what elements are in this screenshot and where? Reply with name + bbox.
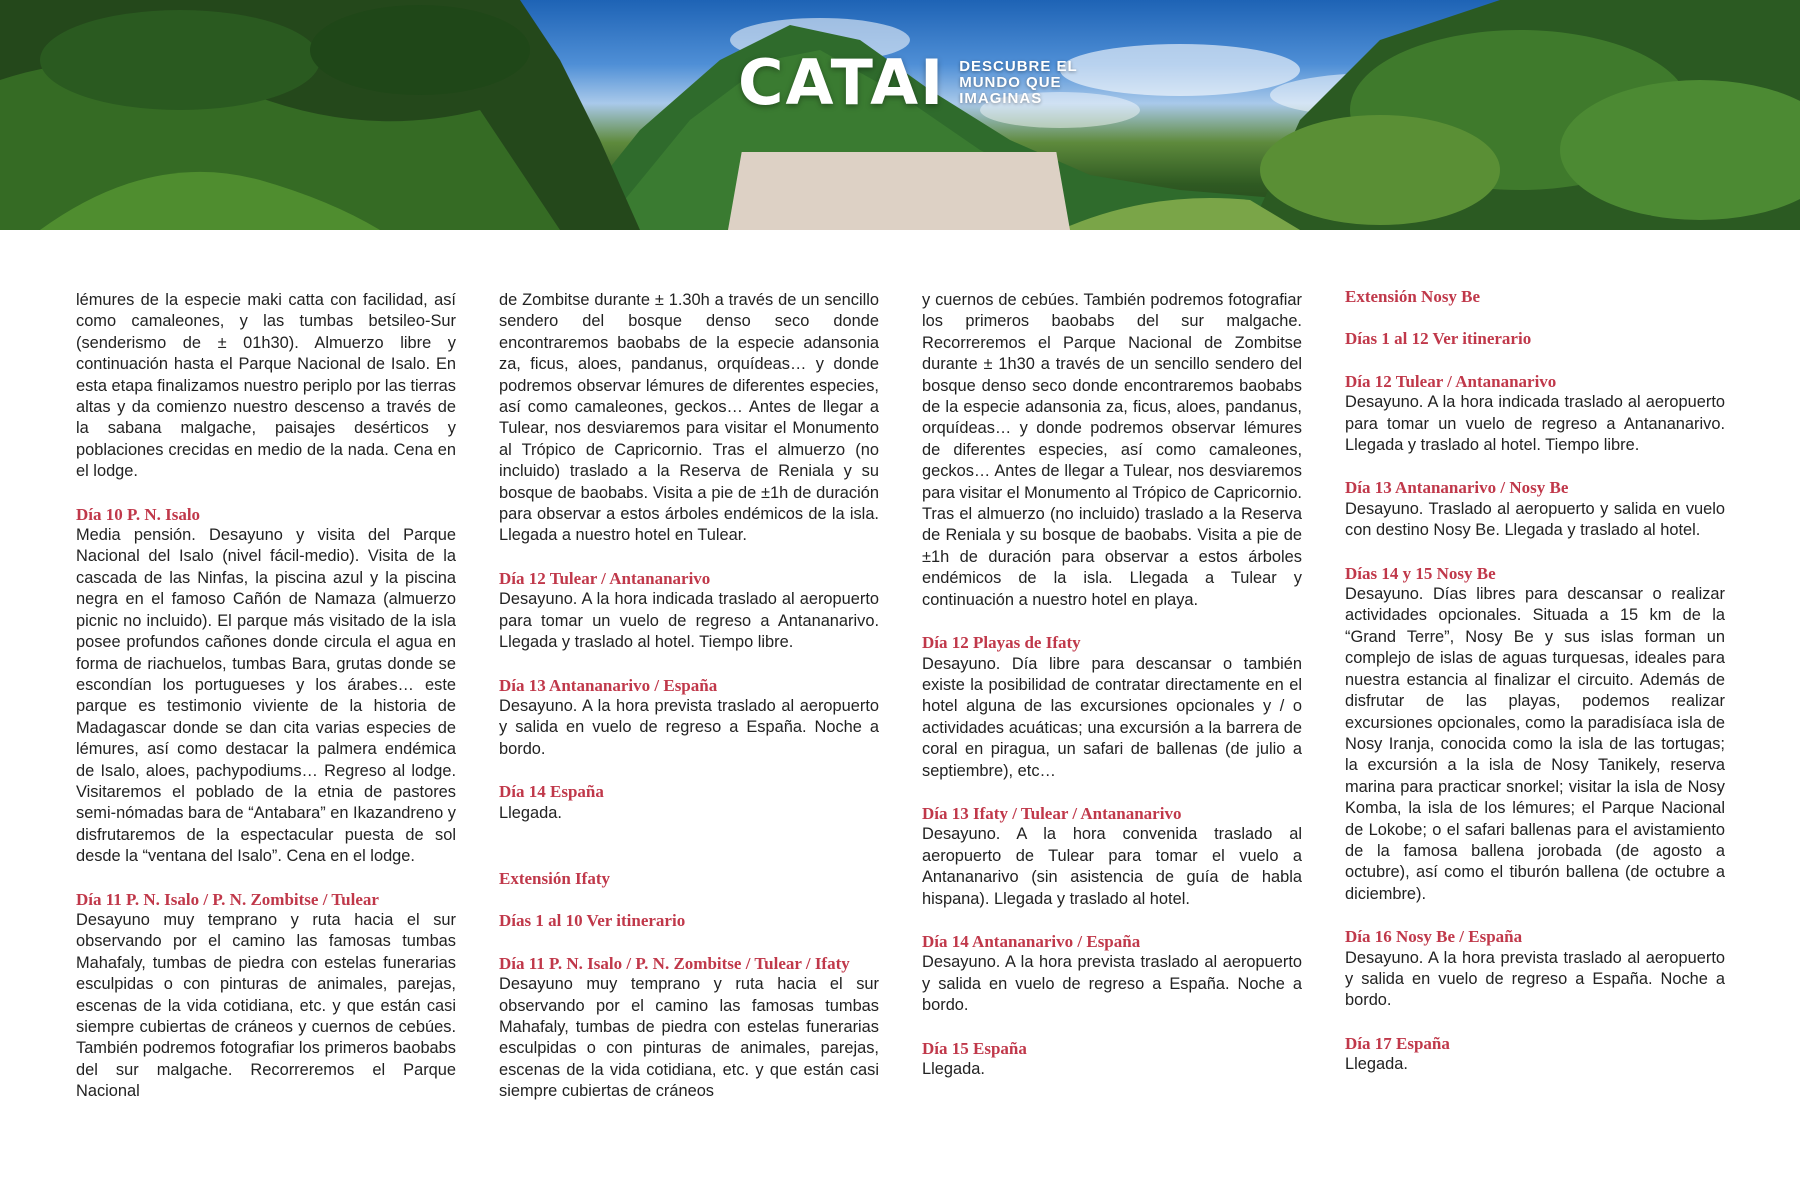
col2-intro-text: de Zombitse durante ± 1.30h a través de un sencillo sendero del bosque denso seco donde encontraremos baobabs de la especie adansonia za, ficus, aloes, pandanus, orquídeas… y donde podremos observar lémures de diferentes especies, así como camaleones, geckos… Antes de llegar a Tulear, nos desviaremos para visitar el Monumento al Trópico de Capricornio. Tras el almuerzo (no incluido) traslado a la Reserva de Reniala y su bosque de baobabs. Visita a pie de ±1h de duración para observar a estos árboles endémicos de la isla. Llegada a nuestro hotel en Tulear. [499,291,879,545]
col2-extension-days: Días 1 al 10 Ver itinerario [499,911,686,931]
col3-day-15-text: Llegada. [922,1060,985,1078]
col4-day-13-text: Desayuno. Traslado al aeropuerto y salida en vuelo con destino Nosy Be. Llegada y traslado al hotel. [1345,499,1725,540]
col2-day-13-title: Día 13 Antananarivo / España [499,675,718,695]
col4-day-14-15-text: Desayuno. Días libres para descansar o realizar actividades opcionales. Situada a 15 km de la “Grand Terre”, Nosy Be y sus islas forman un complejo de islas de aguas turquesas, ideales para nuestra estancia al finalizar el circuito. Además de disfrutar de las playas, podemos realizar excursiones opcionales, como la paradisíaca isla de Nosy Iranja, conocida como la isla de las tortugas; la excursión a la isla de Nosy Tanikely, reserva marina para practicar snorkel; visitar la isla de Nosy Komba, la isla de los lémures; el Parque Nacional de Lokobe; o el safari ballenas para el avistamiento de la famosa ballena jorobada (de agosto a octubre), así como el tiburón ballena (de octubre a diciembre). [1345,585,1725,903]
col4-day-12-text: Desayuno. A la hora indicada traslado al aeropuerto para tomar un vuelo de regreso a Antananarivo. Llegada y traslado al hotel. Tiempo libre. [1345,393,1725,455]
col3-day-13-title: Día 13 Ifaty / Tulear / Antananarivo [922,803,1182,823]
logo-wordmark: CATAI [738,46,946,119]
col2-day-14-text: Llegada. [499,803,562,822]
col4-day-16-title: Día 16 Nosy Be / España [1345,927,1523,947]
logo-tagline [959,59,1078,107]
col2-day-14-title: Día 14 España [499,782,604,802]
text-column-1 [76,290,456,1124]
text-column-4 [1345,286,1725,1097]
col4-day-17-text: Llegada. [1345,1055,1408,1074]
col4-day-17-title: Día 17 España [1345,1033,1450,1053]
col4-extension-days: Días 1 al 12 Ver itinerario [1345,329,1532,349]
col1-day-10-title: Día 10 P. N. Isalo [76,504,201,524]
col2-day-12-text: Desayuno. A la hora indicada traslado al aeropuerto para tomar un vuelo de regreso a Antananarivo. Llegada y traslado al hotel. Tiempo libre. [499,590,879,652]
col2-day-11-title: Día 11 P. N. Isalo / P. N. Zombitse / Tulear / Ifaty [499,953,850,973]
header-tab-shape [728,152,1070,230]
col4-day-12-title: Día 12 Tulear / Antananarivo [1345,371,1557,391]
col2-day-13-text: Desayuno. A la hora prevista traslado al aeropuerto y salida en vuelo de regreso a España. Noche a bordo. [499,696,879,758]
col3-day-15-title: Día 15 España [922,1038,1027,1058]
col3-intro-text: y cuernos de cebúes. También podremos fotografiar los primeros baobabs del sur malgache. Recorreremos el Parque Nacional de Zombitse durante ± 1h30 a través de un sencillo sendero del bosque denso seco donde encontraremos baobabs de la especie adansonia za, ficus, aloes, pandanus, orquídeas… y donde podremos observar lémures de diferentes especies, así como camaleones, geckos… Antes de llegar a Tulear, nos desviaremos para visitar el Monumento al Trópico de Capricornio. Tras el almuerzo (no incluido) traslado a la Reserva de Reniala y su bosque de baobabs. Visita a pie de ±1h de duración para observar a estos árboles endémicos de la isla. Llegada a Tulear y continuación a nuestro hotel en playa. [922,291,1302,609]
text-column-2 [499,290,879,1124]
col2-day-11-text: Desayuno muy temprano y ruta hacia el sur observando por el camino las famosas tumbas Mahafaly, tumbas de piedra con estelas funerarias esculpidas o con pinturas de animales, parejas, escenas de la vida cotidiana, etc. y que están casi siempre cubiertas de cráneos [499,975,879,1101]
col3-day-13-text: Desayuno. A la hora convenida traslado al aeropuerto de Tulear para tomar el vuelo a Antananarivo (sin asistencia de guía de habla hispana). Llegada y traslado al hotel. [922,825,1302,908]
col3-day-14-text: Desayuno. A la hora prevista traslado al aeropuerto y salida en vuelo de regreso a España. Noche a bordo. [922,953,1302,1015]
col3-day-12-title: Día 12 Playas de Ifaty [922,633,1081,653]
col4-extension-title: Extensión Nosy Be [1345,287,1481,306]
col3-day-14-title: Día 14 Antananarivo / España [922,931,1141,951]
col4-day-14-15-title: Días 14 y 15 Nosy Be [1345,563,1496,583]
col1-day-10-text: Media pensión. Desayuno y visita del Parque Nacional del Isalo (nivel fácil-medio). Visita de la cascada de las Ninfas, la piscina azul y la piscina negra en el famoso Cañón de Namaza (almuerzo picnic no incluido). El parque más visitado de la isla posee profundos cañones donde circula el agua en forma de riachuelos, tumbas Bara, grutas donde se escondían los portugueses y los árabes… este parque es testimonio viviente de la historia de Madagascar donde se dan cita varias especies de lémures, así como destacar la palmera endémica de Isalo, aloes, pachypodiums… Regreso al lodge. Visitaremos el poblado de la etnia de pastores semi-nómadas bara de “Antabara” en Ikazandreno y disfrutaremos de la espectacular puesta de sol desde la “ventana del Isalo”. Cena en el lodge. [76,526,456,866]
col4-day-13-title: Día 13 Antananarivo / Nosy Be [1345,478,1569,498]
col3-day-12-text: Desayuno. Día libre para descansar o también existe la posibilidad de contratar directamente en el hotel alguna de las excursiones opcionales y / o actividades acuáticas; una excursión a la barrera de coral en piragua, un safari de ballenas (de julio a septiembre), etc… [922,654,1302,780]
col4-day-16-text: Desayuno. A la hora prevista traslado al aeropuerto y salida en vuelo de regreso a España. Noche a bordo. [1345,948,1725,1010]
text-column-3 [922,290,1302,1101]
header-banner [0,0,1800,230]
tagline-line-3: IMAGINAS [959,90,1043,107]
col1-day-11-title: Día 11 P. N. Isalo / P. N. Zombitse / Tulear [76,889,379,909]
catai-logo [738,46,1078,119]
col2-extension-title: Extensión Ifaty [499,868,610,888]
col2-day-12-title: Día 12 Tulear / Antananarivo [499,568,711,588]
tagline-line-1: DESCUBRE EL [959,58,1078,75]
col1-intro-text: lémures de la especie maki catta con facilidad, así como camaleones, y las tumbas betsileo-Sur (senderismo de ± 01h30). Almuerzo libre y continuación hasta el Parque Nacional de Isalo. En esta etapa finalizamos nuestro periplo por las tierras altas y da comienzo nuestro descenso a través de la sabana malgache, paisajes desérticos y poblaciones crecidas en medio de la nada. Cena en el lodge. [76,291,456,481]
col1-day-11-text: Desayuno muy temprano y ruta hacia el sur observando por el camino las famosas tumbas Mahafaly, tumbas de piedra con estelas funerarias esculpidas o con pinturas de animales, parejas, escenas de la vida cotidiana, etc. y que están casi siempre cubiertas de cráneos y cuernos de cebúes. También podremos fotografiar los primeros baobabs del sur malgache. Recorreremos el Parque Nacional [76,910,456,1101]
tagline-line-2: MUNDO QUE [959,74,1062,91]
